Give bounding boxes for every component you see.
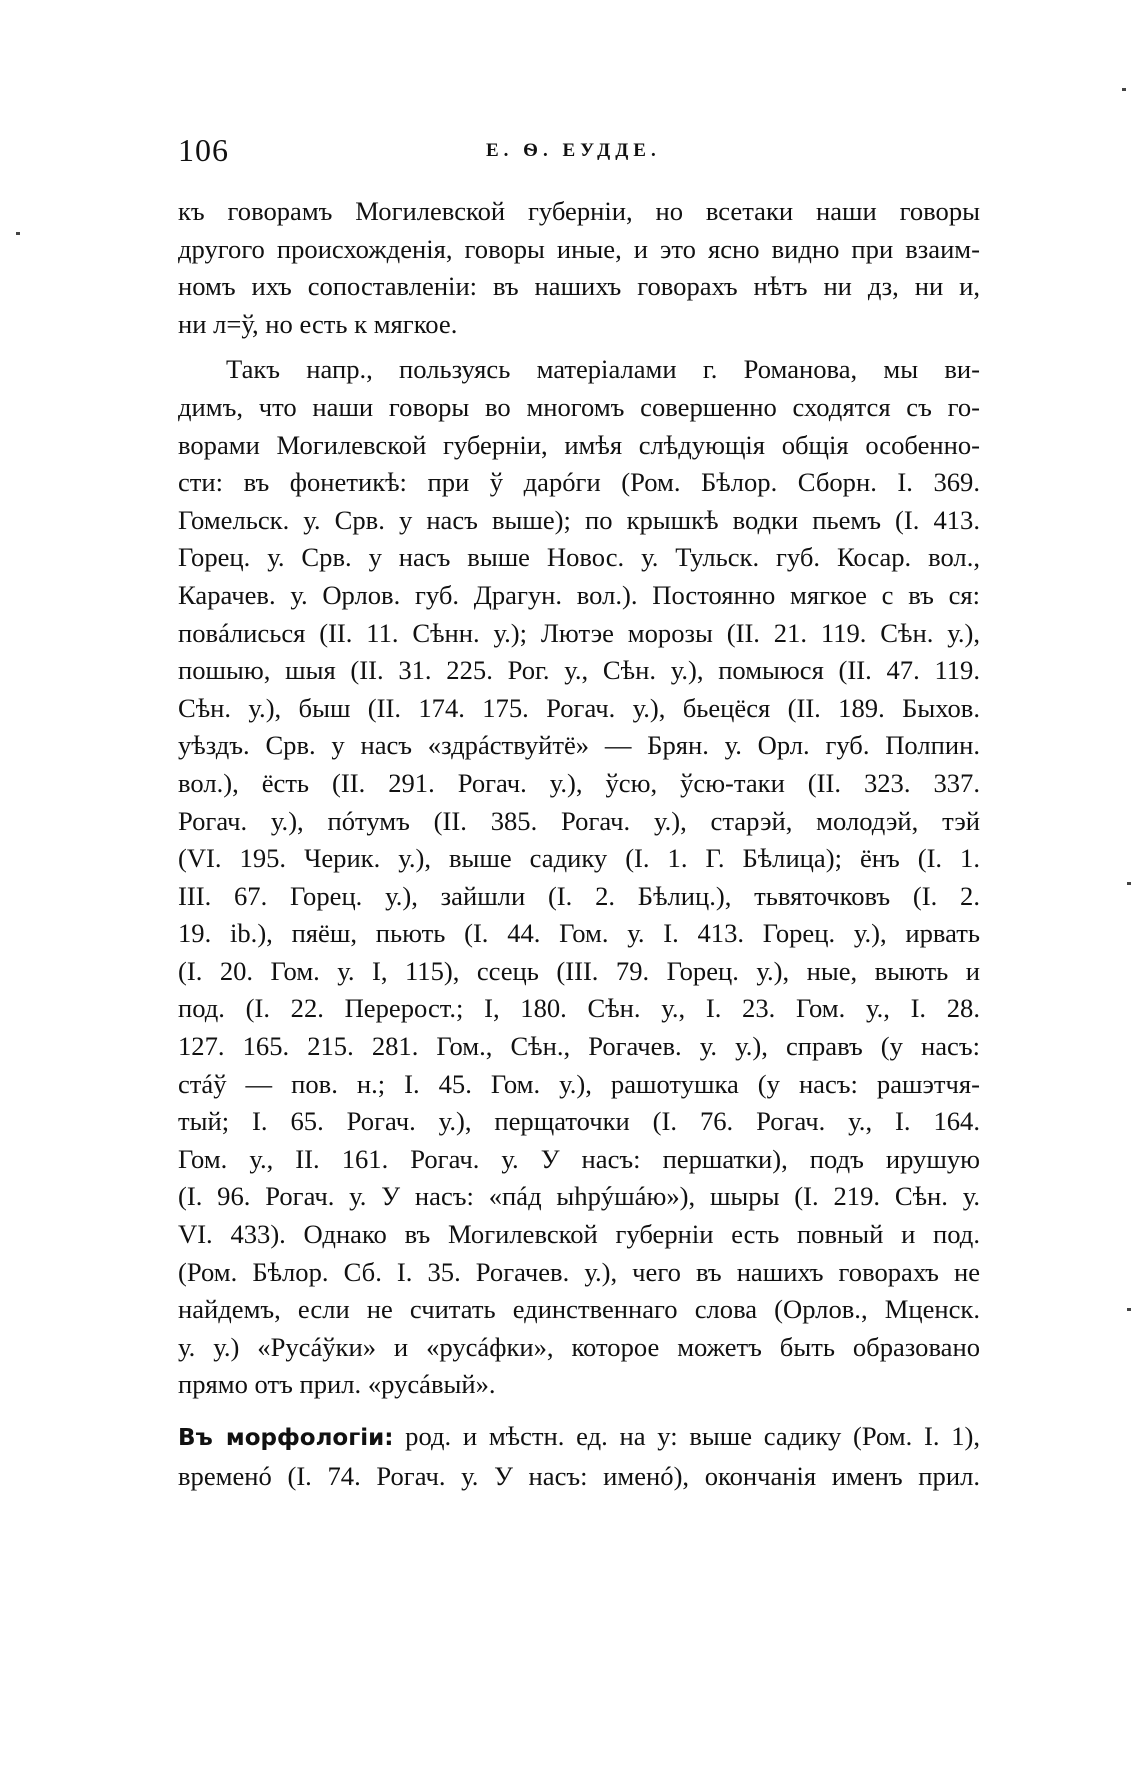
text-line: Гомельск. у. Срв. у насъ выше); по крышкѣ водки пьемъ (I. 413.: [178, 504, 980, 535]
text-line: у. у.) «Русáўки» и «русáфки», которое можетъ быть образовано: [178, 1331, 980, 1362]
text-line: номъ ихъ сопоставленіи: въ нашихъ говорахъ нѣтъ ни дз, ни и,: [178, 271, 980, 302]
text-line: (Ром. Бѣлор. Сб. I. 35. Рогачев. у.), чего въ нашихъ говорахъ не: [178, 1256, 980, 1287]
text-line: Рогач. у.), пóтумъ (II. 385. Рогач. у.), старэй, молодэй, тэй: [178, 805, 980, 836]
text-line: Гом. у., II. 161. Рогач. у. У насъ: першатки), подъ ирушую: [178, 1143, 980, 1174]
text-line: (VI. 195. Черик. у.), выше садику (I. 1. Г. Бѣлица); ёнъ (I. 1.: [178, 843, 980, 874]
text-line: Сѣн. у.), быш (II. 174. 175. Рогач. у.), бьецёся (II. 189. Быхов.: [178, 692, 980, 723]
margin-speck: [1122, 88, 1126, 91]
text-line: тый; I. 65. Рогач. у.), перщаточки (I. 76. Рогач. у., I. 164.: [178, 1106, 980, 1137]
margin-speck: [1127, 1308, 1131, 1311]
margin-speck: [16, 232, 20, 235]
margin-speck: [1127, 882, 1131, 885]
text-line: сти: въ фонетикѣ: при ў дарóги (Ром. Бѣлор. Сборн. I. 369.: [178, 467, 980, 498]
paragraph-1: [178, 193, 980, 343]
text-line: другого происхожденія, говоры иные, и это ясно видно при взаим-: [178, 233, 980, 264]
page-number: 106: [178, 132, 229, 168]
text-line: под. (I. 22. Перерост.; I, 180. Сѣн. у., I. 23. Гом. у., I. 28.: [178, 993, 980, 1024]
text-line: прямо отъ прил. «русáвый».: [178, 1369, 496, 1400]
text-line: Горец. у. Срв. у насъ выше Новос. у. Тульск. губ. Косар. вол.,: [178, 542, 980, 573]
text-line: [178, 1418, 980, 1458]
text-line: димъ, что наши говоры во многомъ совершенно сходятся съ го-: [178, 391, 980, 422]
text-line: ворами Могилевской губерніи, имѣя слѣдующія общія особенно-: [178, 429, 980, 460]
text-line: III. 67. Горец. у.), зайшли (I. 2. Бѣлиц.), тьвяточковъ (I. 2.: [178, 880, 980, 911]
page-header: [178, 132, 980, 172]
text-line: повáлисься (II. 11. Сѣнн. у.); Лютэе морозы (II. 21. 119. Сѣн. у.),: [178, 617, 980, 648]
text-line: ни л=ў, но есть к мягкое.: [178, 308, 458, 339]
section-heading: Въ морфологіи:: [178, 1425, 394, 1451]
text-fragment: род. и мѣстн. ед. на у: выше садику (Ром. I. 1),: [393, 1421, 980, 1451]
text-line: найдемъ, если не считать единственнаго слова (Орлов., Мценск.: [178, 1294, 980, 1325]
body-text: [178, 193, 980, 1495]
paragraph-3: [178, 1418, 980, 1495]
text-line: Такъ напр., пользуясь матеріалами г. Романова, мы ви-: [226, 354, 980, 385]
running-head: Е. Ѳ. ЕУДДЕ.: [486, 140, 661, 161]
text-line: къ говорамъ Могилевской губерніи, но всетаки наши говоры: [178, 196, 980, 226]
text-line: VI. 433). Однако въ Могилевской губерніи есть повный и под.: [178, 1219, 980, 1250]
text-line: уѣздъ. Срв. у насъ «здрáствуйтё» — Брян. у. Орл. губ. Полпин.: [178, 730, 980, 761]
text-line: 19. ib.), пяёш, пьють (I. 44. Гом. у. I. 413. Горец. у.), ирвать: [178, 918, 980, 949]
text-line: вол.), ёсть (II. 291. Рогач. у.), ўсю, ўсю-таки (II. 323. 337.: [178, 767, 980, 798]
text-line: Карачев. у. Орлов. губ. Драгун. вол.). Постоянно мягкое с въ ся:: [178, 579, 980, 610]
text-line: (I. 20. Гом. у. I, 115), ссець (III. 79. Горец. у.), ные, выють и: [178, 955, 980, 986]
text-line: 127. 165. 215. 281. Гом., Сѣн., Рогачев. у. у.), справъ (у насъ:: [178, 1031, 980, 1062]
text-line: стáў — пов. н.; I. 45. Гом. у.), рашотушка (у насъ: рашэтчя-: [178, 1068, 980, 1099]
text-line: пошыю, шыя (II. 31. 225. Рог. у., Сѣн. у.), помыюся (II. 47. 119.: [178, 655, 980, 686]
text-line: временó (I. 74. Рогач. у. У насъ: именó), окончанія именъ прил.: [178, 1460, 980, 1491]
text-line: (I. 96. Рогач. у. У насъ: «пáд ыhрýшáю»), шыры (I. 219. Сѣн. у.: [178, 1181, 980, 1212]
paragraph-2: [178, 351, 980, 1404]
